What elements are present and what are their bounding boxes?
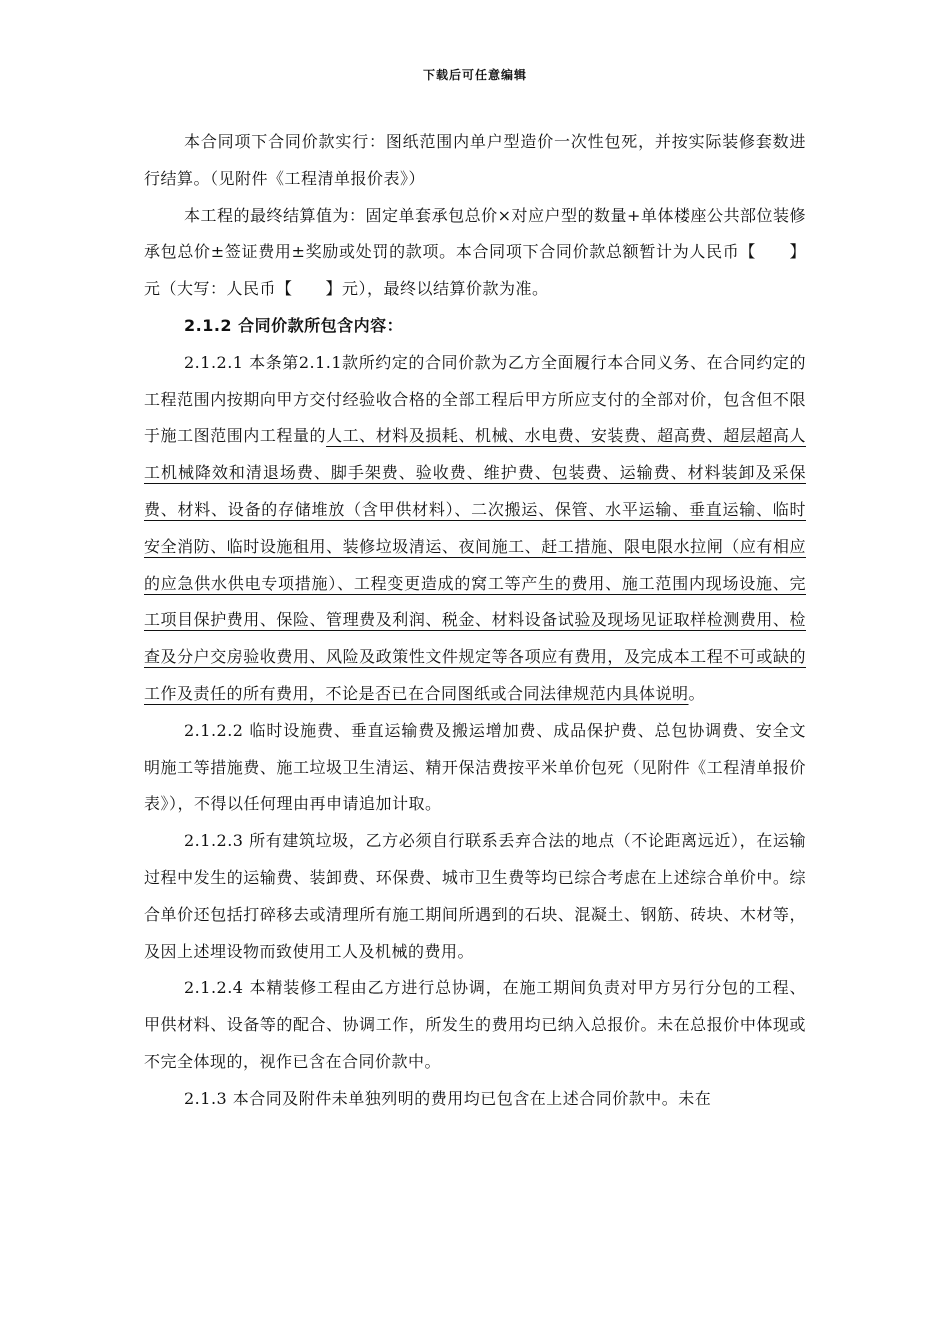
- paragraph-2-1-2-1-end: 。: [688, 683, 706, 703]
- paragraph-2-1-2-3: 2.1.2.3 所有建筑垃圾，乙方必须自行联系丢弃合法的地点（不论距离远近），在运输过程中发生的运输费、装卸费、环保费、城市卫生费等均已综合考虑在上述综合单价中。综合单价还包括打碎移去或清理所有施工期间所遇到的石块、混凝土、钢筋、砖块、木材等，及因上述埋设物而致使用工人及机械的费用。: [144, 831, 806, 961]
- paragraph-2-1-2-2: 2.1.2.2 临时设施费、垂直运输费及搬运增加费、成品保护费、总包协调费、安全文明施工等措施费、施工垃圾卫生清运、精开保洁费按平米单价包死（见附件《工程清单报价表》），不得以任何理由再申请追加计取。: [144, 720, 806, 814]
- paragraph-settlement-value: 本工程的最终结算值为：固定单套承包总价×对应户型的数量+单体楼座公共部位装修承包总价±签证费用±奖励或处罚的款项。本合同项下合同价款总额暂计为人民币【 】元（大写：人民币【 】元），最终以结算价款为准。: [144, 205, 806, 299]
- paragraph-2-1-2-1-intro: 2.1.2.1 本条第2.1.1款所约定的合同价款为乙方全面履行本合同义务、在合同约定的工程范围内按期向甲方交付经验收合格的全部工程后甲方所应支付的全部对价，包含但不限于施工图范围内工程量的: [144, 352, 806, 446]
- page-header: 下载后可任意编辑: [422, 68, 527, 82]
- section-heading-2-1-2: 2.1.2 合同价款所包含内容：: [184, 315, 404, 335]
- paragraph-2-1-2-1-underlined: 人工、材料及损耗、机械、水电费、安装费、超高费、超层超高人工机械降效和清退场费、脚手架费、验收费、维护费、包装费、运输费、材料装卸及采保费、材料、设备的存储堆放（含甲供材料）、二次搬运、保管、水平运输、垂直运输、临时安全消防、临时设施租用、装修垃圾清运、夜间施工、赶工措施、限电限水拉闸（应有相应的应急供水供电专项措施）、工程变更造成的窝工等产生的费用、施工范围内现场设施、完工项目保护费用、保险、管理费及利润、税金、材料设备试验及现场见证取样检测费用、检查及分户交房验收费用、风险及政策性文件规定等各项应有费用，及完成本工程不可或缺的工作及责任的所有费用，不论是否已在合同图纸或合同法律规范内具体说明: [144, 426, 806, 703]
- paragraph-2-1-2-1: [144, 345, 806, 713]
- document-body: [144, 124, 806, 1118]
- paragraph-pricing-method: 本合同项下合同价款实行：图纸范围内单户型造价一次性包死，并按实际装修套数进行结算。（见附件《工程清单报价表》）: [144, 132, 806, 188]
- paragraph-2-1-2-4: 2.1.2.4 本精装修工程由乙方进行总协调，在施工期间负责对甲方另行分包的工程、甲供材料、设备等的配合、协调工作，所发生的费用均已纳入总报价。未在总报价中体现或不完全体现的，视作已含在合同价款中。: [144, 978, 806, 1071]
- paragraph-2-1-3: 2.1.3 本合同及附件未单独列明的费用均已包含在上述合同价款中。未在: [184, 1088, 712, 1108]
